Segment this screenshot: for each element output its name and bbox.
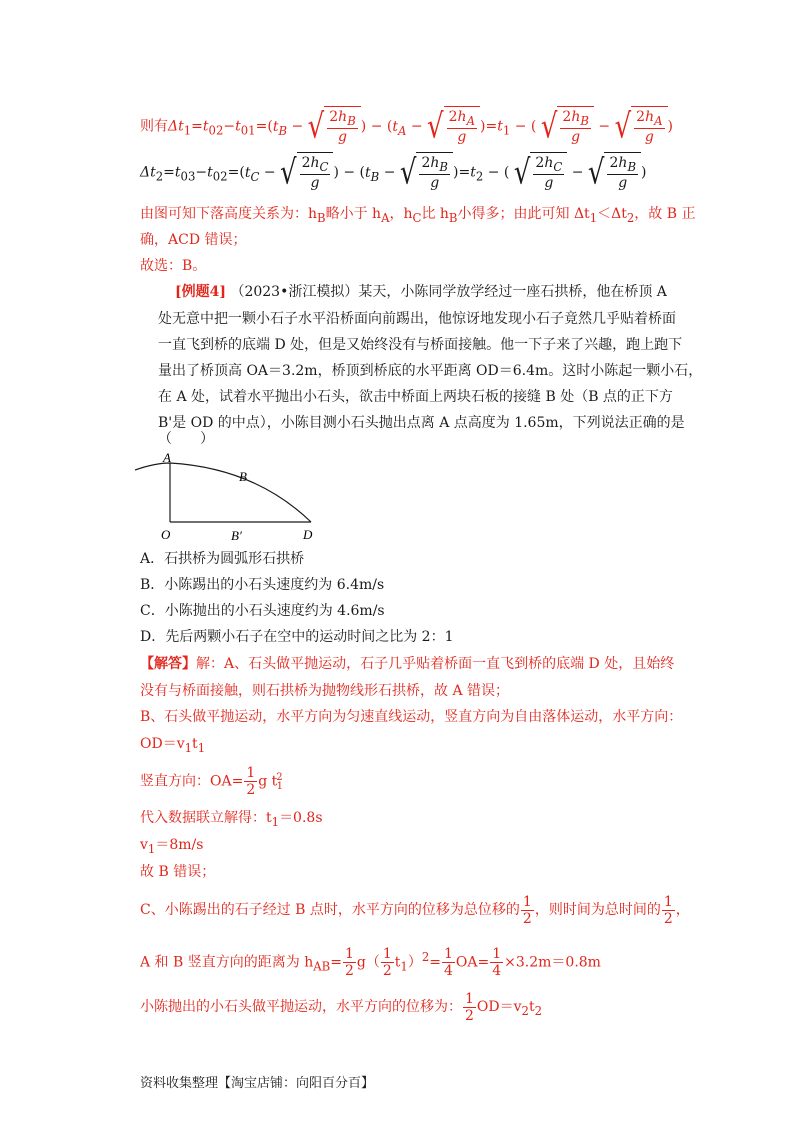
answer-b-line-1: B、石头做平抛运动，水平方向为匀速直线运动，竖直方向为自由落体运动，水平方向： [140, 709, 683, 725]
bridge-arch-curve [135, 463, 311, 522]
answer-c-line-2: A 和 B 竖直方向的距离为 $h_{AB}=$ $\frac{1}{2}$ g（ $\frac{1}{2}$ $t_1)^2=$ $\frac{1}{4}$ OA= $\frac{1}{4}$ ×3.2m＝0.8m [140, 946, 601, 980]
example-line-6: B'是 OD 的中点），小陈目测小石头抛出点离 A 点高度为 1.65m，下列说法正确的是 [158, 415, 685, 431]
equation-delta-t2: $\Delta t_2=t_{03}-t_{02}=(t_C$ − √ $\frac{2h_C}{g}$ ) − ($t_B$ − √ $\frac{2h_B}{g}$ )$=t_2$ − ( √ $\frac{2h_C}{g}$ − √ $\frac{2h_B}{g}$ ) [140, 153, 647, 192]
option-a: A．石拱桥为圆弧形石拱桥 [140, 551, 305, 567]
example-line-5: 在 A 处，试着水平抛出小石头，欲击中桥面上两块石板的接缝 B 处（B 点的正下方 [158, 389, 673, 405]
option-c: C．小陈抛出的小石头速度约为 4.6m/s [140, 603, 385, 619]
example-line-1: [例题4] （2023•浙江模拟）某天，小陈同学放学经过一座石拱桥，他在桥顶 A [175, 284, 667, 300]
answer-b-line-2: $OD=v_1t_1$ [140, 736, 206, 755]
answer-a-line-2: 没有与桥面接触，则石拱桥为抛物线形石拱桥，故 A 错误； [140, 683, 510, 699]
label-b-prime: B′ [231, 528, 242, 543]
answer-a-line-1: 【解答】解：A、石头做平抛运动，石子几乎贴着桥面一直飞到桥的底端 D 处，且始终 [140, 656, 675, 672]
answer-choice: 故选：B。 [140, 258, 207, 274]
option-d: D．先后两颗小石子在空中的运动时间之比为 2：1 [140, 629, 454, 645]
answer-c-line-1: C、小陈踢出的石子经过 B 点时，水平方向的位移为总位移的 $\frac{1}{2}$ ，则时间为总时间的 $\frac{1}{2}$ ， [140, 893, 690, 927]
label-b: B [239, 469, 247, 484]
answer-b-line-6: 故 B 错误； [140, 864, 216, 880]
answer-tag: 【解答】 [140, 656, 196, 672]
option-b: B．小陈踢出的小石头速度约为 6.4m/s [140, 577, 385, 593]
example-line-3: 一直飞到桥的底端 D 处，但是又始终没有与桥面接触。他一下子来了兴趣，跑上跑下 [158, 337, 683, 353]
label-o: O [161, 527, 171, 542]
example-line-4: 量出了桥顶高 OA＝3.2m，桥顶到桥底的水平距离 OD＝6.4m。这时小陈起一颗小石， [158, 363, 703, 379]
example-line-2: 处无意中把一颗小石子水平沿桥面向前踢出，他惊讶地发现小石子竟然几乎贴着桥面 [158, 311, 676, 327]
answer-b-line-4: 代入数据联立解得：$t_1=0.8s$ [140, 810, 323, 829]
conclusion-line-1: 由图可知下落高度关系为：$h_B$略小于 $h_A$，$h_C$比 $h_B$小得多；由此可知 $\Delta t_1<\Delta t_2$，故 B 正 [140, 206, 696, 225]
example-tag: [例题4] [175, 284, 226, 300]
page-footer: 资料收集整理【淘宝店铺：向阳百分百】 [140, 1076, 375, 1091]
answer-b-line-5: $v_1=8m/s$ [140, 837, 204, 856]
answer-b-line-3: 竖直方向：OA= $\frac{1}{2}$ g $t^2_1$ [140, 765, 284, 799]
equation-delta-t1: 则有$\Delta t_1=t_{02}-t_{01}=(t_B$ − √ $\frac{2h_B}{g}$ ) − ($t_A$ − √ $\frac{2h_A}{g}$ )$=t_1$ − ( √ $\frac{2h_B}{g}$ − √ $\frac{2h_A}{g}$ ) [140, 107, 673, 146]
answer-c-line-3: 小陈抛出的小石头做平抛运动，水平方向的位移为： $\frac{1}{2}$ $OD=v_2t_2$ [140, 990, 543, 1024]
equation-prefix: 则有 [140, 118, 168, 135]
example-line-7: （ ） [158, 431, 214, 447]
bridge-diagram [135, 452, 325, 548]
label-d: D [303, 527, 313, 542]
label-a: A [163, 452, 171, 465]
conclusion-line-2: 确，ACD 错误； [140, 232, 247, 248]
